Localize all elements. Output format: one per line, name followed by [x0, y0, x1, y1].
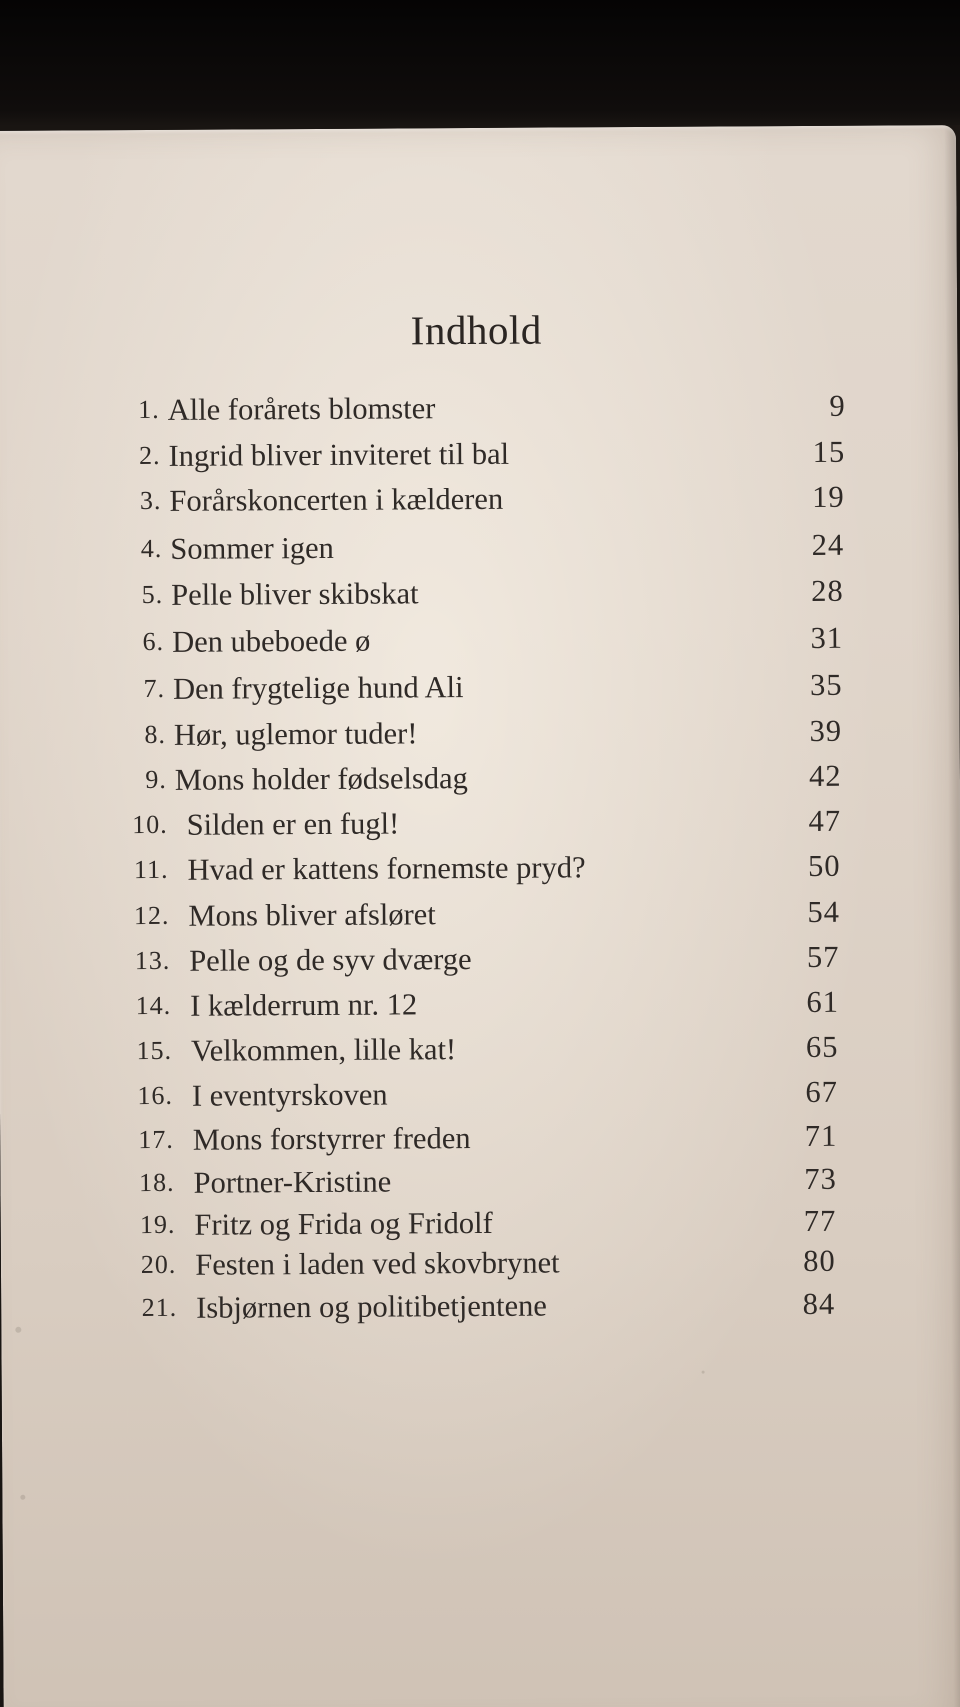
page-number: 77	[803, 1203, 837, 1239]
page-number: 71	[804, 1118, 838, 1154]
chapter-number: 1.	[138, 394, 160, 425]
toc-entry	[0, 936, 960, 982]
chapter-title: Velkommen, lille kat!	[190, 1032, 457, 1068]
chapter-title: Mons holder fødselsdag	[174, 761, 468, 797]
chapter-number: 20.	[140, 1249, 177, 1280]
chapter-title: Mons bliver afsløret	[188, 897, 436, 933]
page-number: 39	[809, 713, 843, 748]
page-number: 35	[809, 667, 843, 702]
chapter-number: 21.	[141, 1292, 178, 1323]
chapter-number: 2.	[138, 440, 161, 471]
chapter-title: Portner-Kristine	[193, 1164, 392, 1200]
toc-entry	[0, 476, 958, 522]
paper-speck	[20, 1495, 25, 1500]
page-number: 67	[805, 1074, 838, 1109]
toc-entry	[0, 664, 960, 710]
chapter-number: 7.	[143, 673, 166, 704]
chapter-title: I kælderrum nr. 12	[190, 987, 418, 1023]
page-number: 80	[803, 1243, 836, 1279]
chapter-number: 10.	[132, 809, 168, 840]
page-number: 19	[812, 479, 845, 514]
chapter-number: 8.	[144, 719, 166, 750]
chapter-title: Alle forårets blomster	[167, 391, 436, 427]
paper-speck	[702, 1371, 705, 1374]
chapter-number: 19.	[139, 1209, 176, 1240]
toc-entry	[0, 1026, 960, 1072]
toc-entry	[0, 570, 959, 616]
toc-entry	[0, 524, 959, 570]
chapter-title: Mons forstyrrer freden	[192, 1121, 471, 1157]
chapter-title: Hvad er kattens fornemste pryd?	[187, 850, 586, 887]
chapter-title: Pelle bliver skibskat	[171, 576, 419, 612]
chapter-number: 13.	[134, 945, 171, 976]
page-number: 31	[810, 620, 844, 655]
chapter-title: Sommer igen	[170, 530, 334, 566]
toc-entry	[0, 710, 960, 756]
toc-entry	[0, 1071, 960, 1117]
chapter-number: 12.	[133, 900, 170, 931]
chapter-number: 18.	[139, 1167, 175, 1198]
page-number: 42	[808, 758, 842, 793]
page-number: 15	[812, 434, 846, 469]
toc-entry	[1, 1240, 960, 1286]
toc-entry	[0, 431, 958, 477]
table-of-contents	[0, 385, 958, 1325]
page-number: 47	[808, 803, 842, 838]
chapter-number: 17.	[138, 1124, 174, 1155]
toc-entry	[0, 617, 959, 663]
toc-entry	[0, 385, 958, 431]
page-number: 54	[807, 894, 841, 929]
page-number: 61	[806, 984, 840, 1019]
chapter-number: 11.	[133, 854, 169, 885]
chapter-title: Festen i laden ved skovbrynet	[195, 1245, 560, 1282]
toc-entry	[0, 981, 960, 1027]
chapter-number: 16.	[137, 1080, 173, 1111]
book-page	[0, 125, 960, 1707]
chapter-title: Forårskoncerten i kælderen	[169, 481, 504, 518]
chapter-title: Pelle og de syv dværge	[189, 942, 472, 978]
chapter-title: Fritz og Frida og Fridolf	[194, 1205, 493, 1242]
toc-entry	[1, 1200, 960, 1246]
page-number: 73	[804, 1161, 837, 1197]
chapter-title: Silden er en fugl!	[186, 806, 400, 842]
chapter-title: Hør, uglemor tuder!	[173, 716, 418, 752]
page-number: 50	[807, 848, 841, 883]
toc-entry	[0, 1158, 960, 1204]
chapter-number: 6.	[142, 626, 165, 657]
chapter-title: Ingrid bliver inviteret til bal	[168, 436, 510, 473]
chapter-title: I eventyrskoven	[191, 1077, 388, 1113]
chapter-title: Isbjørnen og politibetjentene	[196, 1288, 547, 1325]
chapter-number: 4.	[140, 533, 163, 564]
page-number: 28	[811, 573, 844, 608]
chapter-number: 3.	[139, 485, 162, 516]
toc-entry	[0, 891, 960, 937]
page-number: 9	[829, 388, 846, 423]
page-number: 24	[811, 527, 845, 562]
toc-entry	[0, 755, 960, 801]
toc-entry	[0, 1115, 960, 1161]
page-number: 65	[805, 1029, 839, 1064]
toc-entry	[1, 1283, 960, 1329]
page-number: 57	[806, 939, 840, 974]
contents-heading: Indhold	[410, 306, 542, 354]
chapter-number: 14.	[135, 990, 172, 1021]
chapter-title: Den frygtelige hund Ali	[172, 670, 464, 706]
chapter-title: Den ubeboede ø	[172, 623, 371, 659]
chapter-number: 15.	[136, 1035, 173, 1066]
chapter-number: 5.	[141, 579, 164, 610]
page-number: 84	[802, 1286, 836, 1322]
chapter-number: 9.	[145, 764, 167, 795]
toc-entry	[0, 845, 960, 891]
toc-entry	[0, 800, 960, 846]
